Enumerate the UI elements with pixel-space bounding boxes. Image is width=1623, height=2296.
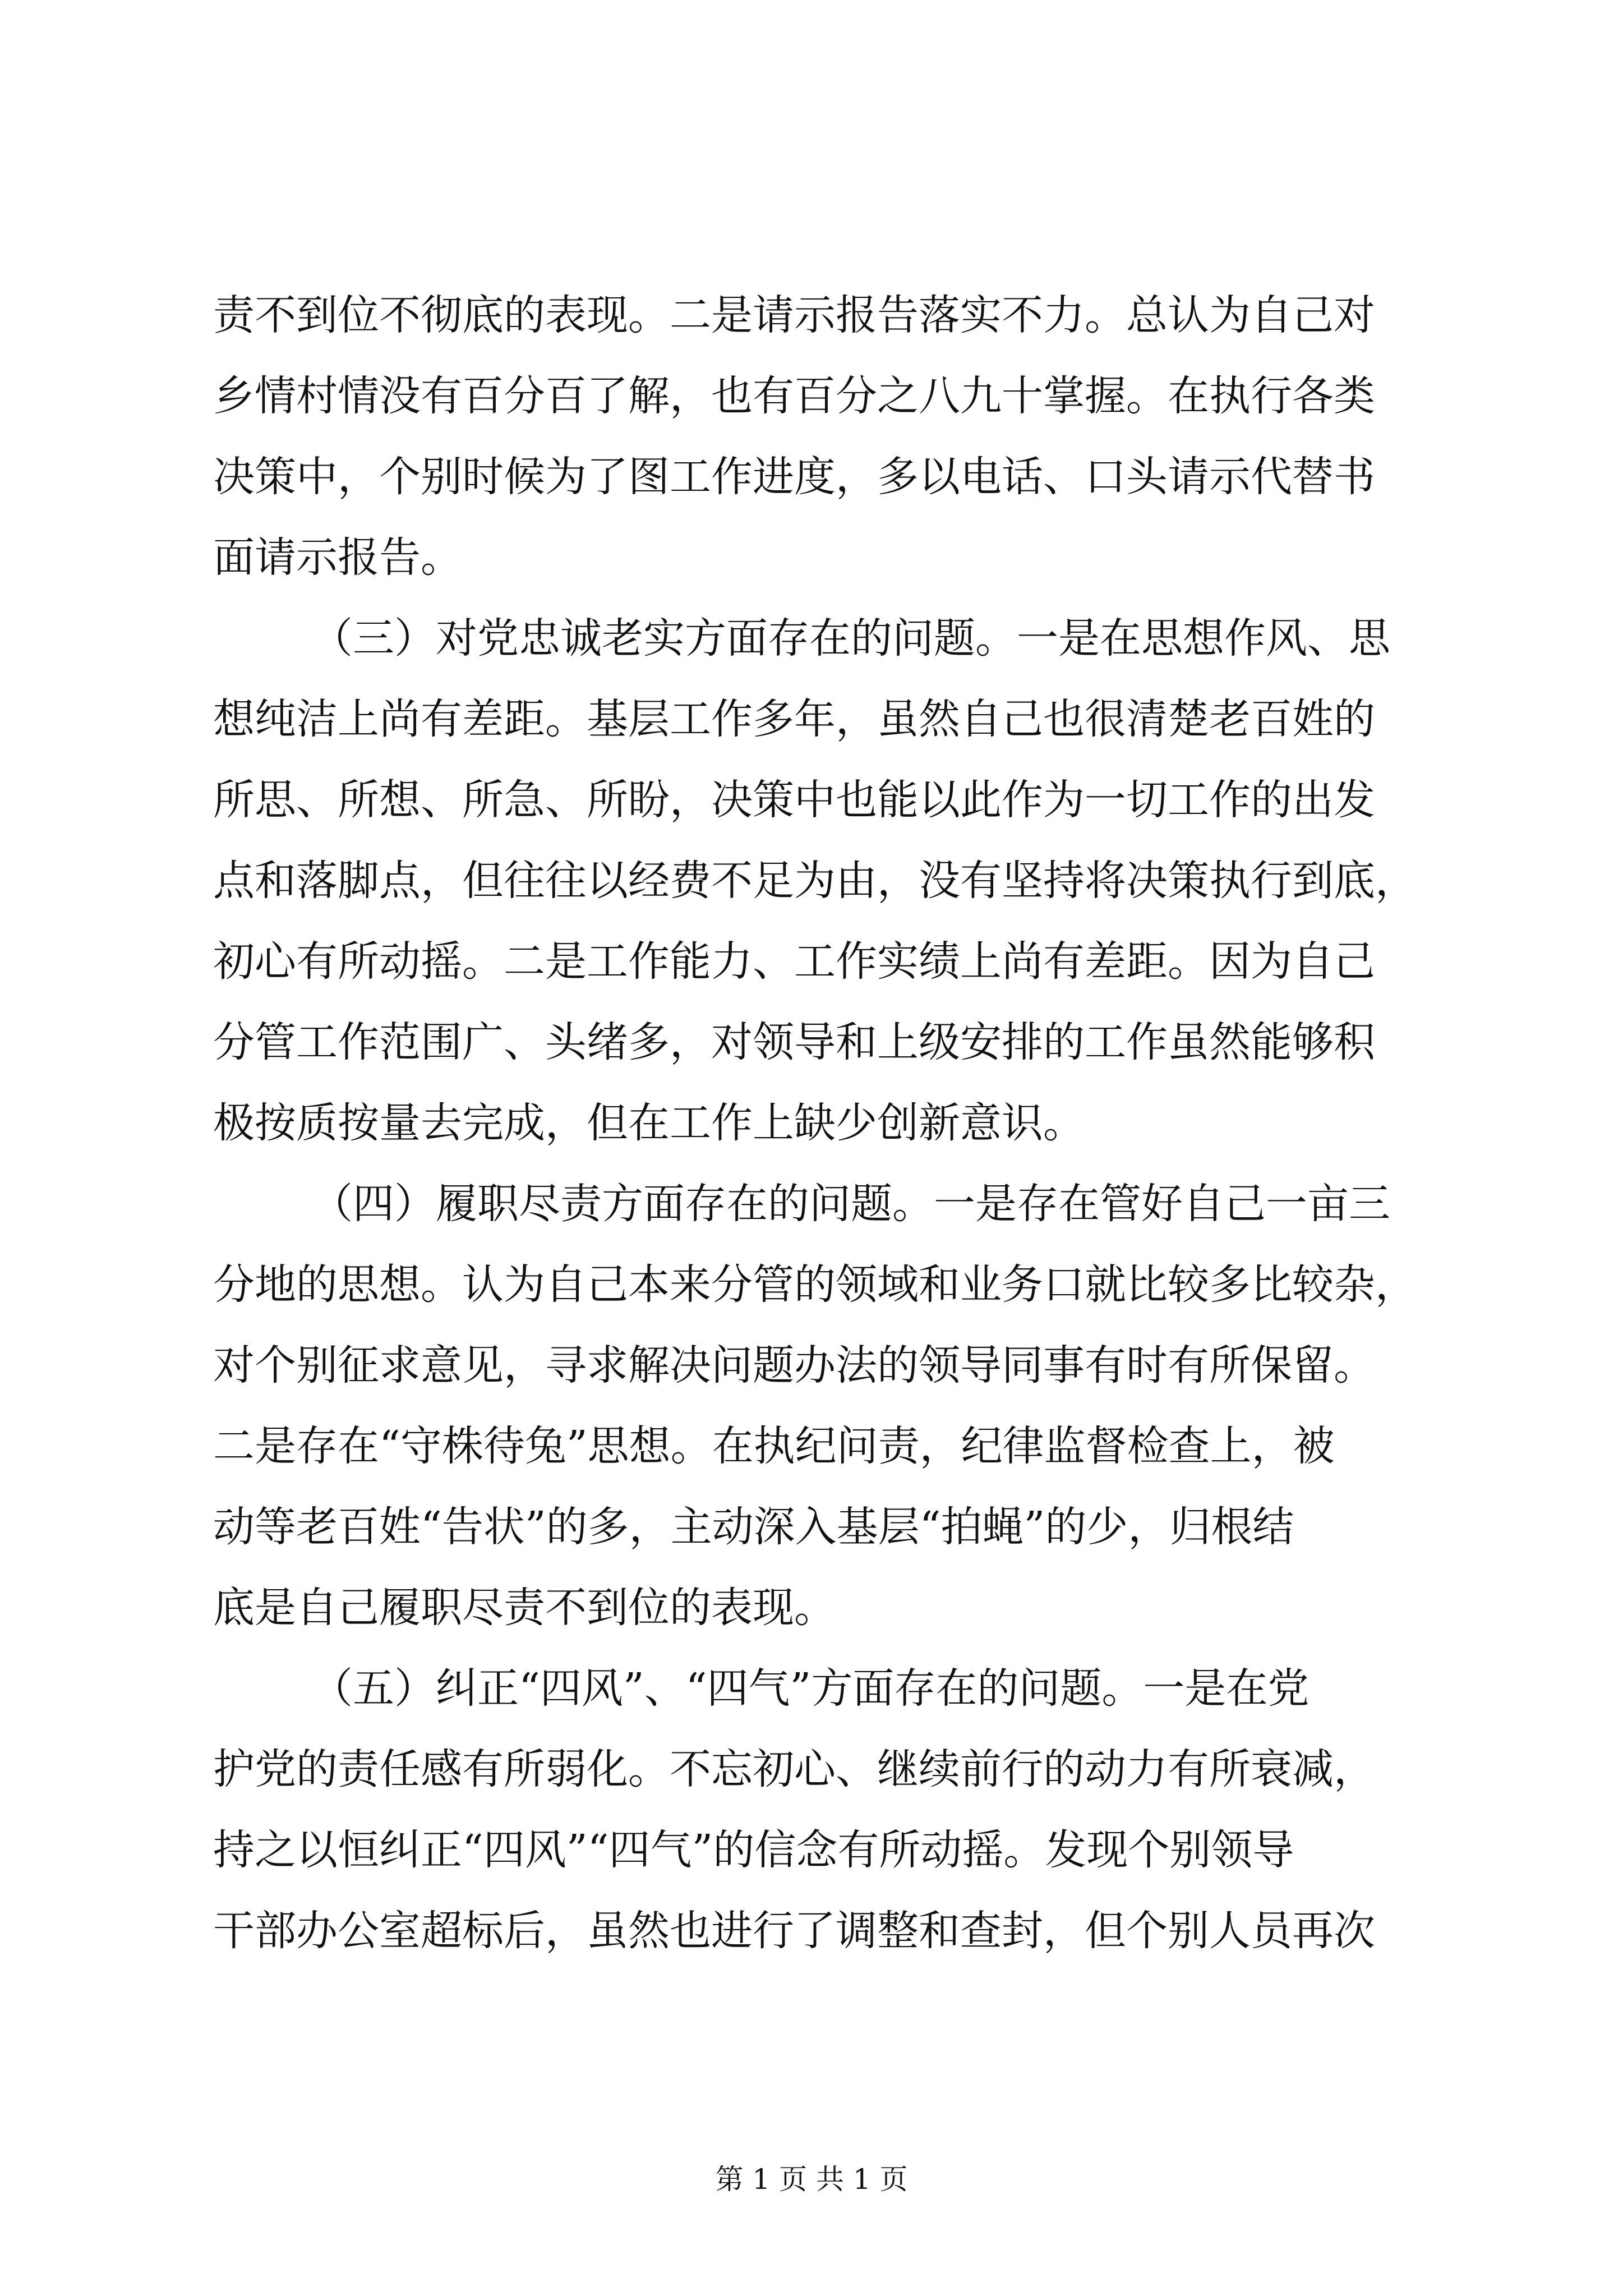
body-text	[213, 275, 1419, 1971]
paragraph-first-line: （四）履职尽责方面存在的问题。一是存在管好自己一亩三	[311, 1180, 1390, 1228]
text-line: 底是自己履职尽责不到位的表现。	[213, 1584, 836, 1632]
text-line: 面请示报告。	[213, 533, 462, 582]
text-line: 点和落脚点，但往往以经费不足为由，没有坚持将决策执行到底，	[213, 857, 1417, 905]
paragraph-first-line: （三）对党忠诚老实方面存在的问题。一是在思想作风、思	[311, 614, 1390, 662]
text-line: 二是存在“守株待兔”思想。在执纪问责，纪律监督检查上，被	[213, 1422, 1335, 1470]
text-line: 分管工作范围广、头绪多，对领导和上级安排的工作虽然能够积	[213, 1018, 1375, 1066]
paragraph-first-line: （五）纠正“四风”、“四气”方面存在的问题。一是在党	[311, 1664, 1310, 1713]
text-line: 极按质按量去完成，但在工作上缺少创新意识。	[213, 1099, 1085, 1147]
text-line: 持之以恒纠正“四风”“四气”的信念有所动摇。发现个别领导	[213, 1826, 1294, 1874]
text-line: 想纯洁上尚有差距。基层工作多年，虽然自己也很清楚老百姓的	[213, 695, 1375, 743]
text-line: 乡情村情没有百分百了解，也有百分之八九十掌握。在执行各类	[213, 372, 1375, 420]
page-footer: 第 1 页 共 1 页	[715, 2163, 908, 2196]
text-line: 护党的责任感有所弱化。不忘初心、继续前行的动力有所衰减，	[213, 1745, 1375, 1793]
text-line: 干部办公室超标后，虽然也进行了调整和查封，但个别人员再次	[213, 1907, 1375, 1955]
text-line: 所思、所想、所急、所盼，决策中也能以此作为一切工作的出发	[213, 776, 1375, 824]
text-line: 分地的思想。认为自己本来分管的领域和业务口就比较多比较杂，	[213, 1260, 1417, 1309]
text-line: 动等老百姓“告状”的多，主动深入基层“拍蝇”的少，归根结	[213, 1503, 1294, 1551]
text-line: 决策中，个别时候为了图工作进度，多以电话、口头请示代替书	[213, 453, 1375, 501]
text-line: 对个别征求意见，寻求解决问题办法的领导同事有时有所保留。	[213, 1341, 1375, 1389]
text-line: 初心有所动摇。二是工作能力、工作实绩上尚有差距。因为自己	[213, 937, 1375, 986]
text-line: 责不到位不彻底的表现。二是请示报告落实不力。总认为自己对	[213, 291, 1375, 339]
